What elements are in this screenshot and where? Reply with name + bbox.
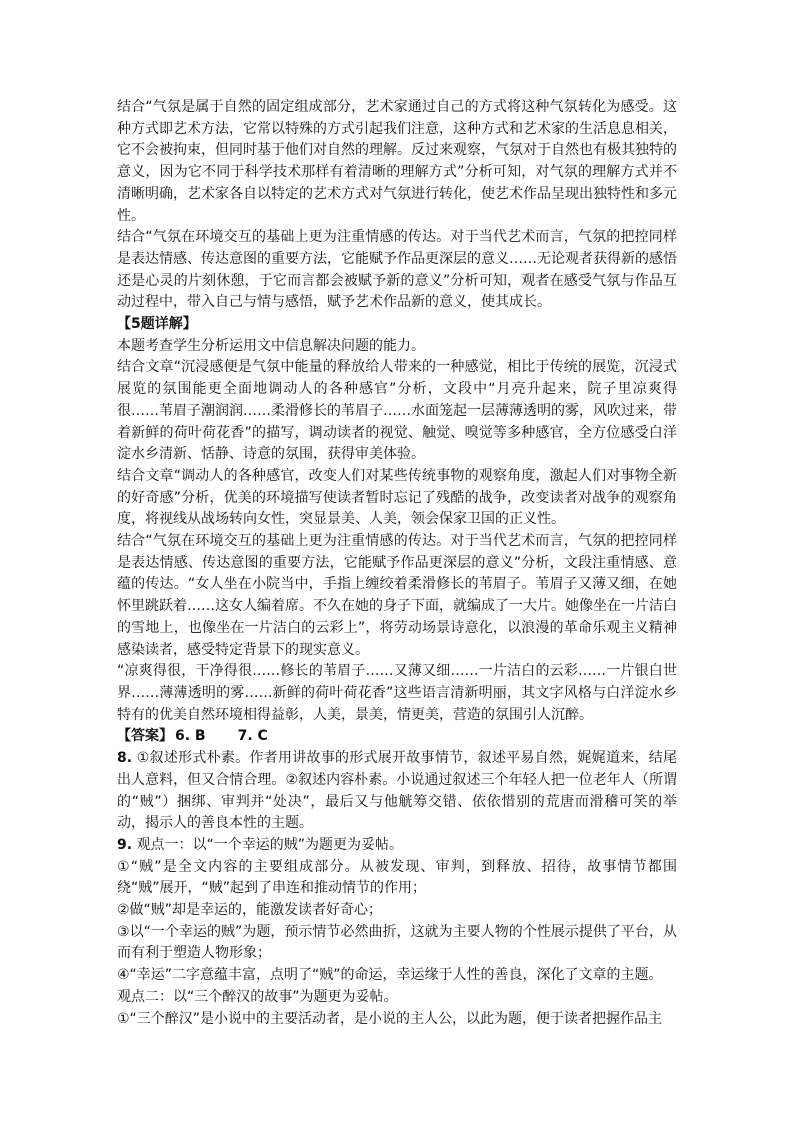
q5-paragraph-1: 结合文章“沉浸感便是气氛中能量的释放给人带来的一种感觉，相比于传统的展览，沉浸式展览的氛围能更全面地调动人的各种感官”分析，文段中“月亮升起来，院子里凉爽得很……苇眉子潮润润……柔滑修长的苇眉子……水面笼起一层薄薄透明的雾，风吹过来，带着新鲜的荷叶荷花香”的描写，调动读者的视觉、触觉、嗅觉等多种感官，全方位感受白洋淀水乡清新、恬静、诗意的氛围，获得审美体验。 [117, 359, 677, 463]
answer-label: 【答案】 [117, 728, 173, 745]
analysis-paragraph-2: 结合“气氛在环境交互的基础上更为注重情感的传达。对于当代艺术而言，气氛的把控同样是表达情感、传达意图的重要方法，它能赋予作品更深层的意义……无论观者获得新的感悟还是心灵的片刻休憩，于它而言都会被赋予新的意义”分析可知，观者在感受气氛与作品互动过程中，带入自己与情与感悟，赋予艺术作品新的意义，使其成长。 [117, 229, 677, 311]
q9-number: 9. [117, 836, 133, 853]
q9-point-3: ③以“一个幸运的贼”为题，预示情节必然曲折，这就为主要人物的个性展示提供了平台，从而有利于塑造人物形象； [117, 923, 677, 962]
q9-viewpoint-2-point-1: ①“三个醉汉”是小说中的主要活动者，是小说的主人公，以此为题，便于读者把握作品主 [117, 1010, 663, 1027]
q9-viewpoint-2: 观点二：以“三个醉汉的故事”为题更为妥帖。 [117, 988, 398, 1005]
answer-line [117, 726, 677, 748]
q9-point-1: ①“贼”是全文内容的主要组成部分。从被发现、审判，到释放、招待，故事情节都围绕“贼”展开，“贼”起到了串连和推动情节的作用； [117, 858, 677, 897]
section-heading-q5: 【5题详解】 [117, 316, 197, 333]
q8-text: ①叙述形式朴素。作者用讲故事的形式展开故事情节，叙述平易自然，娓娓道来，结尾出人意料，但又合情合理。②叙述内容朴素。小说通过叙述三个年轻人把一位老年人（所谓的“贼”）捆绑、审判并“处决”，最后又与他觥筹交错、依依惜别的荒唐而滑稽可笑的举动，揭示人的善良本性的主题。 [117, 750, 677, 832]
q5-intro: 本题考查学生分析运用文中信息解决问题的能力。 [117, 337, 425, 354]
q5-paragraph-2: 结合文章“调动人的各种感官，改变人们对某些传统事物的观察角度，激起人们对事物全新的好奇感”分析，优美的环境描写使读者暂时忘记了残酷的战争，改变读者对战争的观察角度，将视线从战场转向女性，突显景美、人美，领会保家卫国的正义性。 [117, 467, 677, 528]
analysis-paragraph-1: 结合“气氛是属于自然的固定组成部分，艺术家通过自己的方式将这种气氛转化为感受。这种方式即艺术方法，它常以特殊的方式引起我们注意，这种方式和艺术家的生活息息相关，它不会被拘束，但同时基于他们对自然的理解。反过来观察，气氛对于自然也有极其独特的意义，因为它不同于科学技术那样有着清晰的理解方式”分析可知，对气氛的理解方式并不清晰明确，艺术家各自以特定的艺术方式对气氛进行转化，使艺术作品呈现出独特性和多元性。 [117, 99, 677, 224]
q9-answer [117, 835, 677, 857]
answer-q6: 6. B [175, 728, 206, 745]
q8-number: 8. [117, 750, 133, 767]
q9-point-4: ④“幸运”二字意蕴丰富，点明了“贼”的命运，幸运缘于人性的善良，深化了文章的主题。 [117, 967, 663, 984]
answer-q7: 7. C [237, 728, 268, 745]
q9-text: 观点一：以“一个幸运的贼”为题更为妥帖。 [136, 836, 404, 853]
q9-point-2: ②做“贼”却是幸运的，能激发读者好奇心； [117, 902, 383, 919]
q8-answer [117, 748, 677, 835]
answer-document [117, 97, 677, 1030]
q5-paragraph-4: “凉爽得很，干净得很……修长的苇眉子……又薄又细……一片洁白的云彩……一片银白世界……薄薄透明的雾……新鲜的荷叶荷花香”这些语言清新明丽，其文字风格与白洋淀水乡特有的优美自然环境相得益彰，人美，景美，情更美，营造的氛围引人沉醉。 [117, 663, 677, 723]
q5-paragraph-3: 结合“气氛在环境交互的基础上更为注重情感的传达。对于当代艺术而言，气氛的把控同样是表达情感、传达意图的重要方法，它能赋予作品更深层的意义”分析，文段注重情感、意蕴的传达。“女人坐在小院当中，手指上缠绞着柔滑修长的苇眉子。苇眉子又薄又细，在她怀里跳跃着……这女人编着席。不久在她的身子下面，就编成了一大片。她像坐在一片洁白的雪地上，也像坐在一片洁白的云彩上”，将劳动场景诗意化，以浪漫的革命乐观主义精神感染读者，感受特定背景下的现实意义。 [117, 533, 677, 658]
